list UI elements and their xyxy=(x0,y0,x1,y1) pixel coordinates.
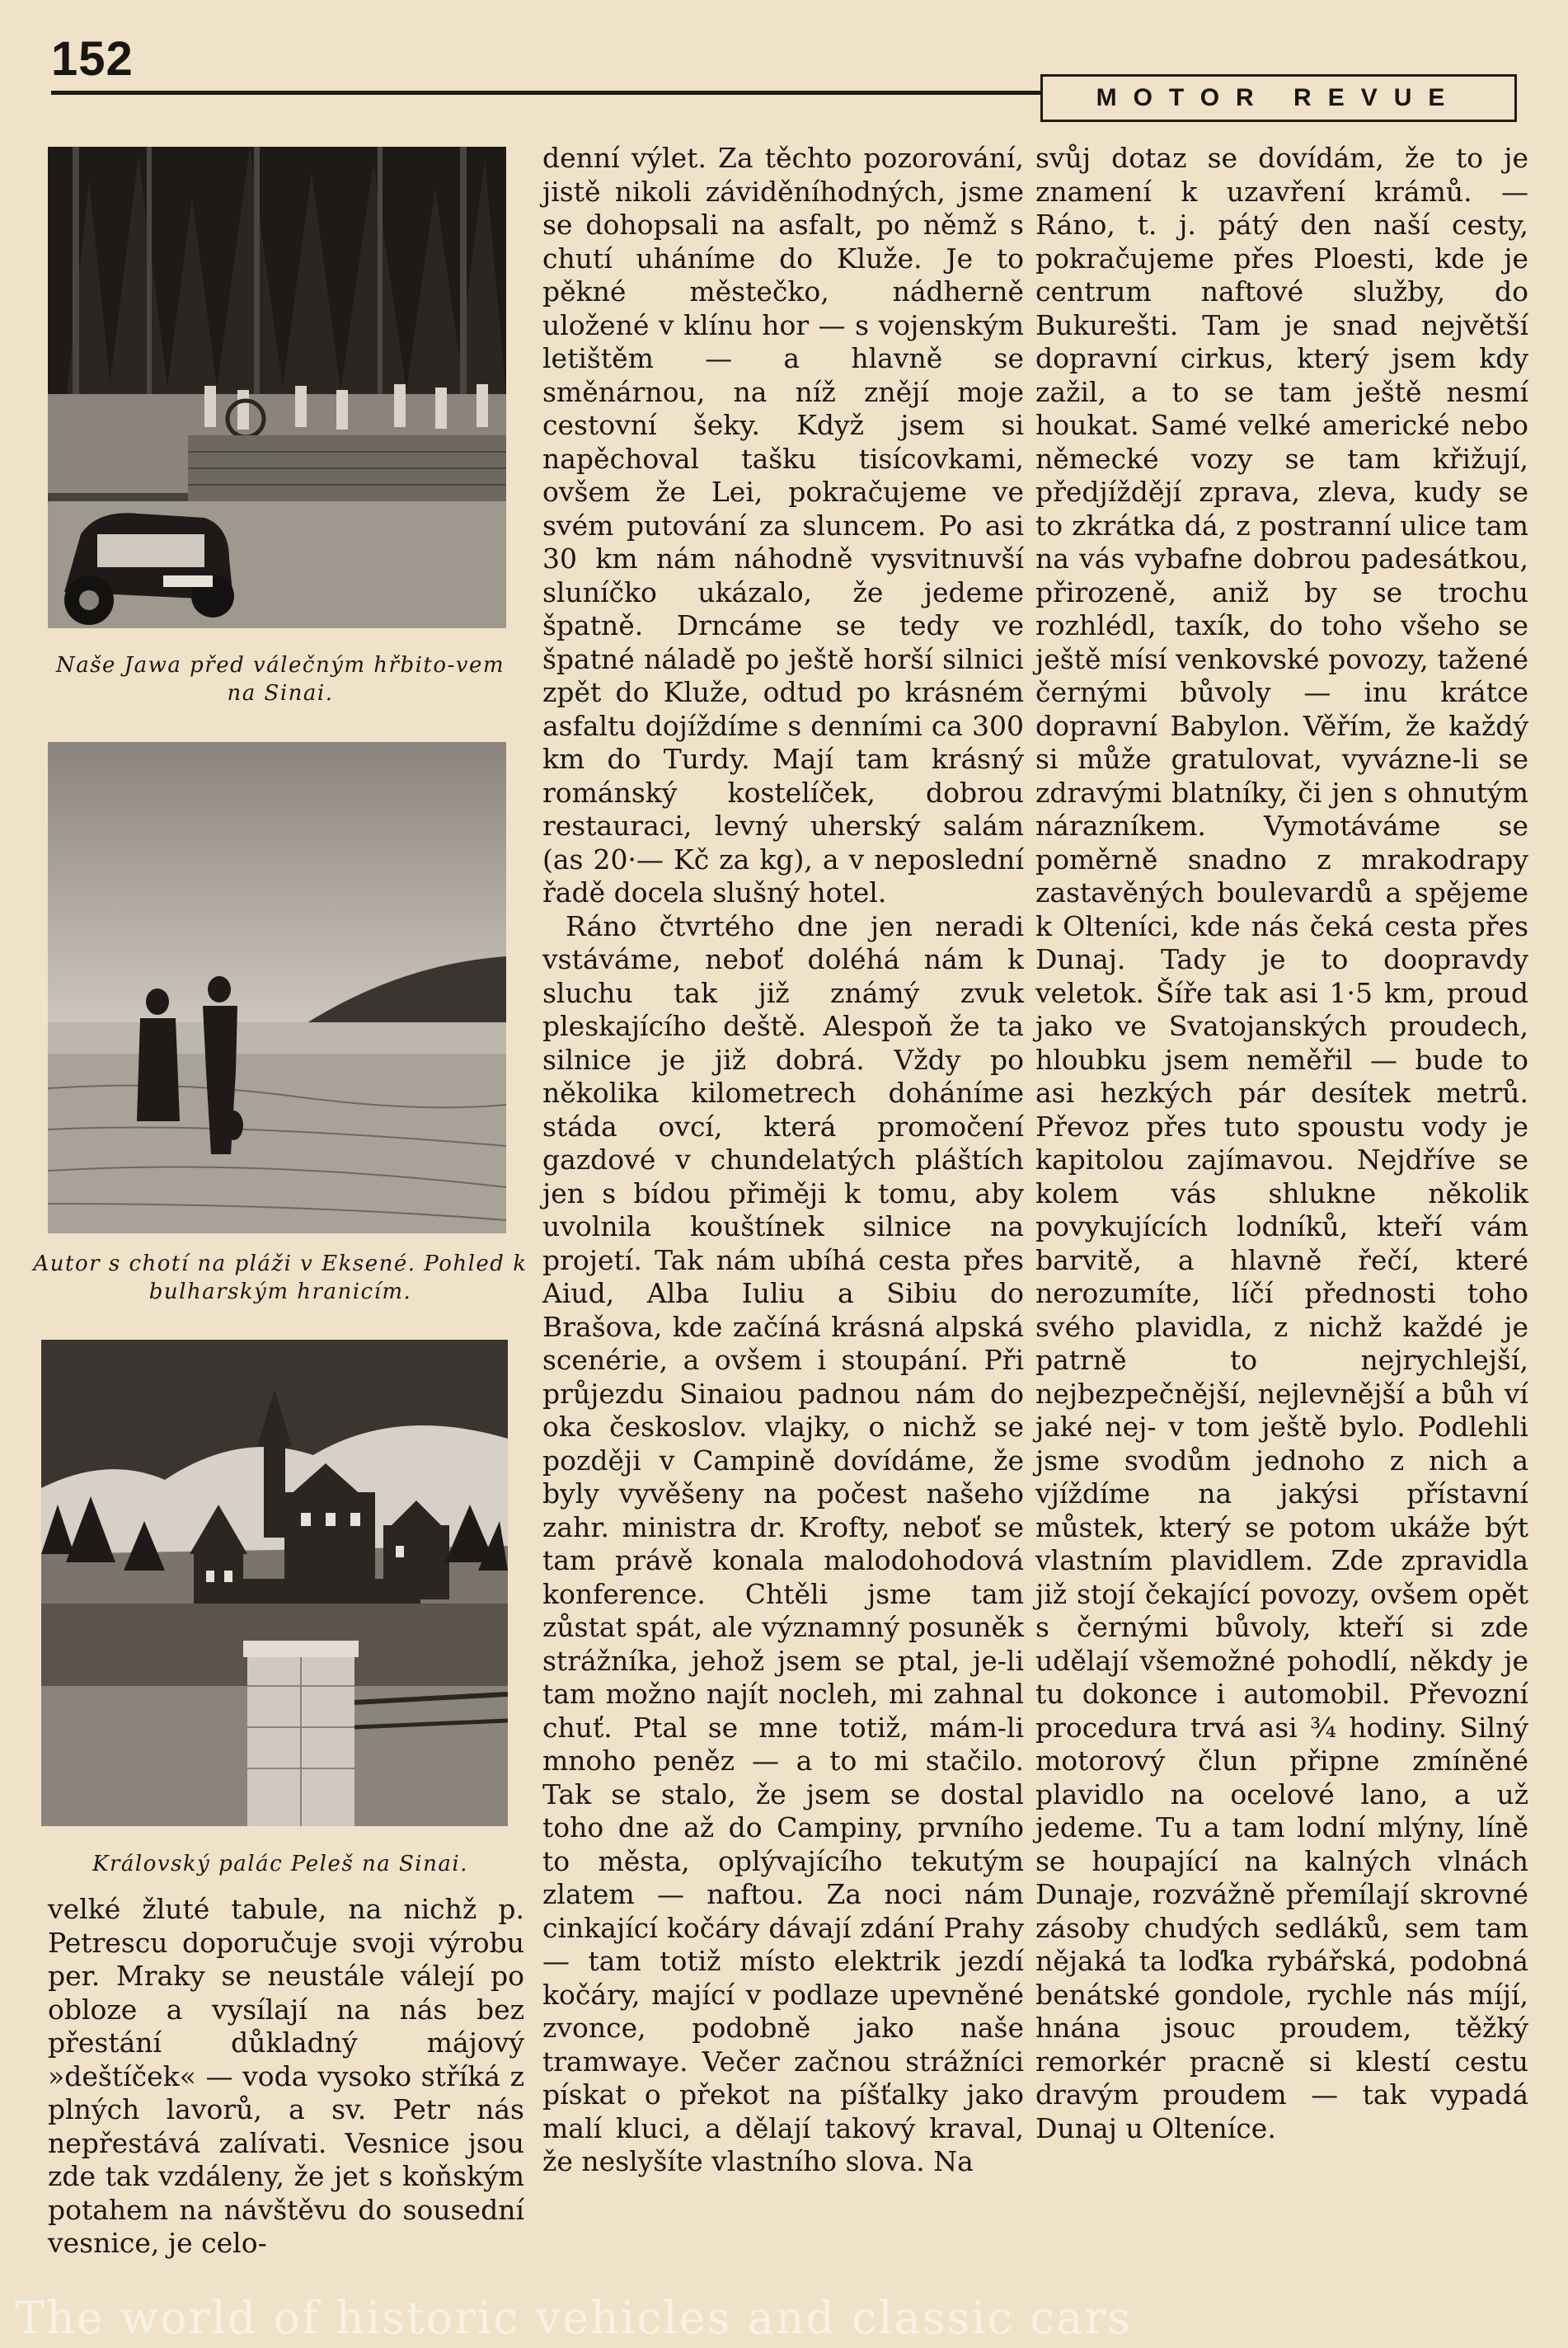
header-rule xyxy=(51,91,1040,95)
photo-caption-palace: Královský palác Peleš na Sinai. xyxy=(92,1852,468,1876)
photo-caption-jawa: Naše Jawa před válečným hřbito-vem na Sinai. xyxy=(55,653,505,706)
photo-peles-palace xyxy=(41,1340,508,1826)
beach-illustration xyxy=(48,742,506,1233)
jawa-cemetery-illustration xyxy=(48,147,506,628)
column-2-paragraph-2: Ráno čtvrtého dne jen neradi vstáváme, neboť doléhá nám k sluchu tak již známý zvuk pleskajícího deště. Alespoň že ta silnice je již dobrá. Vždy po několika kilometrech doháníme stáda ovcí, která promočení gazdové v chundelatých pláštích jen s bídou přiměji k tomu, aby uvolnila kouštínek silnice na projetí. Tak nám ubíhá cesta přes Aiud, Alba Iuliu a Sibiu do Brašova, kde začíná krásná alpská scenérie, a ovšem i stoupání. Při průjezdu Sinaiou padnou nám do oka českoslov. vlajky, o nichž se později v Campině dovídáme, že byly vyvěšeny na počest našeho zahr. ministra dr. Krofty, neboť se tam právě konala malodohodová konference. Chtěli jsme tam zůstat spát, ale významný posuněk strážníka, jehož jsem se ptal, je-li tam možno najít nocleh, mi zahnal chuť. Ptal se mne totiž, mám-li mnoho peněz — a to mi stačilo. Tak se stalo, že jsem se dostal toho dne až do Campiny, prvního to města, oplývajícího tekutým zlatem — naftou. Za noci nám cinkající kočáry dávají zdání Prahy — tam totiž místo elektrik jezdí kočáry, mající v podlaze upevněné zvonce, podobně jako naše tramwaye. Večer začnou strážníci pískat o překot na píšťalky jako malí kluci, a dělají takový kraval, že neslyšíte vlastního slova. Na xyxy=(542,909,1024,2177)
column-3-paragraph-1: svůj dotaz se dovídám, že to je znamení k uzavření krámů. — Ráno, t. j. pátý den naší cesty, pokračujeme přes Ploesti, kde je centrum naftové služby, do Bukurešti. Tam je snad největší dopravní cirkus, který jsem kdy zažil, a to se tam ještě nesmí houkat. Samé velké americké nebo německé vozy se tam křižují, předjíždějí zprava, zleva, kudy se to zkrátka dá, z postranní ulice tam na vás vybafne dobrou padesátkou, přirozeně, aniž by se trochu rozhlédl, taxík, do toho všeho se ještě mísí venkovské povozy, tažené černými bůvoly — inu krátce dopravní Babylon. Věřím, že každý si může gratulovat, vyvázne-li se zdravými blatníky, či jen s ohnutým nárazníkem. Vymotáváme se poměrně snadno z mrakodrapy zastavěných boulevardů a spějeme k Olteníci, kde nás čeká cesta přes Dunaj. Tady je to doopravdy veletok. Šíře tak asi 1·5 km, proud jako ve Svatojanských proudech, hloubku jsem neměřil — bude to asi hezkých pár desítek metrů. Převoz přes tuto spoustu vody je kapitolou zajímavou. Nejdříve se kolem vás shlukne několik povykujících lodníků, kteří vám barvitě, a hlavně řečí, které nerozumíte, líčí přednosti toho svého plavidla, z nichž každé je patrně to nejrychlejší, nejbezpečnější, nejlevnější a bůh ví jaké nej- v tom ještě bylo. Podlehli jsme svodům jednoho z nich a vjíždíme na jakýsi přístavní můstek, který se potom ukáže být vlastním plavidlem. Zde zpravidla již stojí čekající povozy, ovšem opět s černými bůvoly, kteří si zde udělají všemožné pohodlí, někdy je tu dokonce i automobil. Převozní procedura trvá asi ¾ hodiny. Silný motorový člun připne zmíněné plavidlo na ocelové lano, a už jedeme. Tu a tam lodní mlýny, líně se houpající na kalných vlnách Dunaje, rozvážně přemílají skrovné zásoby chudých sedláků, sem tam nějaká ta loďka rybářská, podobná benátské gondole, rychle nás míjí, hnána jsouc proudem, těžký remorkér pracně si klestí cestu dravým proudem — tak vypadá Dunaj u Olteníce. xyxy=(1035,142,1528,2144)
photo-beach-eksene xyxy=(48,742,506,1233)
watermark-text: The world of historic vehicles and classic cars xyxy=(15,2292,1132,2344)
palace-illustration xyxy=(41,1340,508,1826)
article-column-2 xyxy=(542,142,1024,2179)
column-1-paragraph: velké žluté tabule, na nichž p. Petrescu doporučuje svoji výrobu per. Mraky se neustále válejí po obloze a vysílají na nás bez přestání důkladný májový »deštíček« — voda vysoko stříká z plných lavorů, a sv. Petr nás nepřestává zalívati. Vesnice jsou zde tak vzdáleny, že jet s koňským potahem na návštěvu do sousední vesnice, je celo- xyxy=(48,1893,524,2259)
article-column-3 xyxy=(1035,142,1528,2145)
magazine-title: MOTOR REVUE xyxy=(1040,74,1517,122)
photo-jawa-cemetery xyxy=(48,147,506,628)
article-column-1 xyxy=(48,1893,524,2261)
page-number: 152 xyxy=(51,32,134,86)
column-2-paragraph-1: denní výlet. Za těchto pozorování, jistě nikoli záviděníhodných, jsme se dohopsali na asfalt, po němž s chutí uháníme do Kluže. Je to pěkné městečko, nádherně uložené v klínu hor — s vojenským letištěm — a hlavně se směnárnou, na níž znějí moje cestovní šeky. Když jsem si napěchoval tašku tisícovkami, ovšem že Lei, pokračujeme ve svém putování za sluncem. Po asi 30 km nám náhodně vysvitnuvší sluníčko ukázalo, že jedeme špatně. Drncáme se tedy ve špatné náladě po ještě horší silnici zpět do Kluže, odtud po krásném asfaltu dojíždíme s denními ca 300 km do Turdy. Mají tam krásný románský kostelíček, dobrou restauraci, levný uherský salám (as 20·— Kč za kg), a v neposlední řadě docela slušný hotel. xyxy=(542,142,1024,909)
photo-caption-beach: Autor s chotí na pláži v Eksené. Pohled k bulharským hranicím. xyxy=(33,1251,528,1304)
